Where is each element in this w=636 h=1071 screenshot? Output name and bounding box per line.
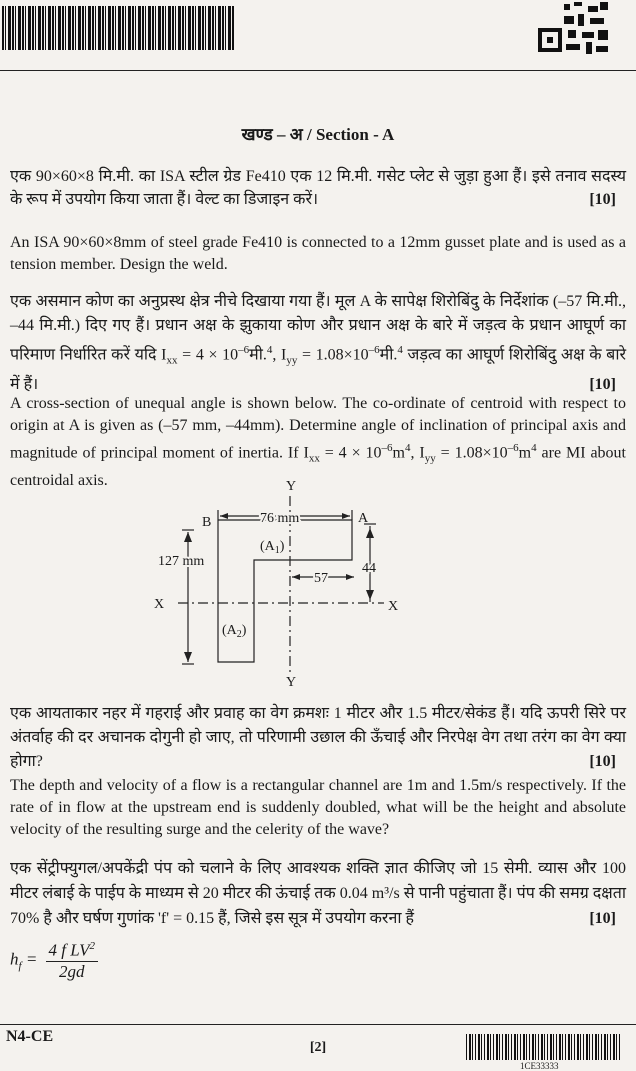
question-2-hindi-tail: जड़त्व का आघूर्ण शिरोबिंदु अक्ष के बारे में हैं।	[10, 346, 627, 393]
barcode-bottom	[466, 1034, 622, 1060]
label-y-top: Y	[286, 479, 297, 494]
qr-code-icon	[538, 0, 612, 56]
formula-lhs: h	[10, 949, 19, 969]
formula-fraction	[46, 940, 98, 982]
page-number: [2]	[309, 1040, 327, 1055]
question-1	[10, 165, 626, 211]
question-2: एक असमान कोण का अनुप्रस्थ क्षेत्र नीचे दिखाया गया हैं। मूल A के सापेक्ष शिरोबिंदु के निर्देशांक (–57 मि.मी., –44 मि.मी.) दिए गए हैं। प्रधान अक्ष के झुकाया कोण और प्रधान अक्ष के बारे में जड़त्व के प्रधान आघूर्ण का परिमाण निर्धारित करें यदि $I_{xx} = 4$ × $10^{-6}मी.^4$, $I_{yy}$ = $1.08\times 10^{-6}मी.^4$ जड़त्व का आघूर्ण शिरोबिंदु अक्ष के बारे में हैं। [10]	[10, 290, 626, 397]
question-1-marks: [10]	[589, 191, 616, 208]
paper-code: N4-CE	[6, 1028, 54, 1045]
footer-rule	[0, 1024, 636, 1025]
angle-outline	[218, 520, 352, 662]
barcode-top	[2, 6, 234, 50]
barcode-number: 1CE33333	[520, 1061, 559, 1071]
question-4	[10, 856, 626, 931]
label-76: 76 mm	[260, 511, 300, 526]
question-1-english: An ISA 90×60×8mm of steel grade Fe410 is connected to a 12mm gusset plate and is used as a tension member. Design the weld.	[10, 234, 626, 273]
question-3-marks: [10]	[589, 753, 616, 770]
label-a: A	[358, 511, 369, 526]
label-44: 44	[362, 561, 376, 576]
section-title: खण्ड – अ / Section - A	[241, 125, 395, 144]
formula-denominator: 2gd	[59, 961, 85, 981]
formula-numerator: 4 f $LV^2$	[46, 940, 98, 962]
question-3-hindi: एक आयताकार नहर में गहराई और प्रवाह का वेग क्रमशः 1 मीटर और 1.5 मीटर/सेकंड हैं। यदि ऊपरी सिरे पर अंतर्वाह की दर अचानक दोगुनी हो जाए, तो परिणामी उछाल की ऊँचाई और निरपेक्ष वेग तथा तरंग का वेग क्या होगा?	[10, 705, 626, 770]
label-127: 127 mm	[158, 554, 205, 569]
question-1-hindi: एक 90×60×8 मि.मी. का ISA स्टील ग्रेड Fe410 एक 12 मि.मी. गसेट प्लेट से जुड़ा हुआ हैं। इसे तनाव सदस्य के रूप में उपयोग किया जाता हैं। वेल्ट का डिजाइन करें।	[10, 168, 626, 208]
question-2-english: A cross-section of unequal angle is shown below. The co-ordinate of centroid with respect to origin at A is given as (–57 mm, –44mm). Determine angle of inclination of principal axis and magnitude of principal moment of inertia. If $I_{xx} = 4 \times 10^{-6}m^4$, $I_{yy} = 1.08\times 10^{-6}m^4$ are MI about centroidal axis.	[10, 395, 626, 489]
question-2-marks: [10]	[589, 375, 616, 393]
label-a2: $(A_2)$	[222, 623, 247, 640]
question-2-hindi: एक असमान कोण का अनुप्रस्थ क्षेत्र नीचे दिखाया गया हैं। मूल A के सापेक्ष शिरोबिंदु के निर्देशांक (–57 मि.मी., –44 मि.मी.) दिए गए हैं। प्रधान अक्ष के झुकाया कोण और प्रधान अक्ष के बारे में जड़त्व के प्रधान आघूर्ण का परिमाण निर्धारित करें यदि	[10, 293, 626, 364]
question-4-hindi: एक सेंट्रीफ्युगल/अपकेंद्री पंप को चलाने के लिए आवश्यक शक्ति ज्ञात कीजिए जो 15 सेमी. व्यास और 100 मीटर लंबाई के पाईप के माध्यम से 20 मीटर की ऊंचाई तक 0.04 m³/s से पानी पहुंचाता हैं। पंप की समग्र दक्षता 70% है और घर्षण गुणांक 'f' = 0.15 हैं, जिसे इस सूत्र में उपयोग करना हैं	[10, 860, 626, 927]
header-rule	[0, 70, 636, 71]
label-a1: $(A_1)$	[260, 539, 285, 556]
label-y-bottom: Y	[286, 675, 297, 688]
label-57: 57	[314, 571, 328, 586]
question-4-marks: [10]	[589, 910, 616, 927]
head-loss-formula: $h_f$ = $\frac{4 f LV^2}{2gd}$	[10, 940, 98, 982]
label-x-right: X	[388, 599, 399, 614]
angle-section-diagram	[148, 476, 408, 688]
label-b: B	[202, 515, 212, 530]
formula-lhs-sub: f	[18, 960, 22, 973]
question-2-english-tail: are MI about centroidal axis.	[10, 444, 626, 489]
question-2-english-text: A cross-section of unequal angle is shown below. The co-ordinate of centroid with respect to origin at A is given as (–57 mm, –44mm). Determine angle of inclination of principal axis and magnitude of principal moment of inertia. If	[10, 395, 626, 462]
label-x-left: X	[154, 597, 165, 612]
question-3-english: The depth and velocity of a flow is a rectangular channel are 1m and 1.5m/s respectively. If the rate of in flow at the upstream end is suddenly doubled, what will be the height and absolute velocity of the resulting surge and the celerity of the wave?	[10, 777, 626, 838]
question-3	[10, 702, 626, 774]
